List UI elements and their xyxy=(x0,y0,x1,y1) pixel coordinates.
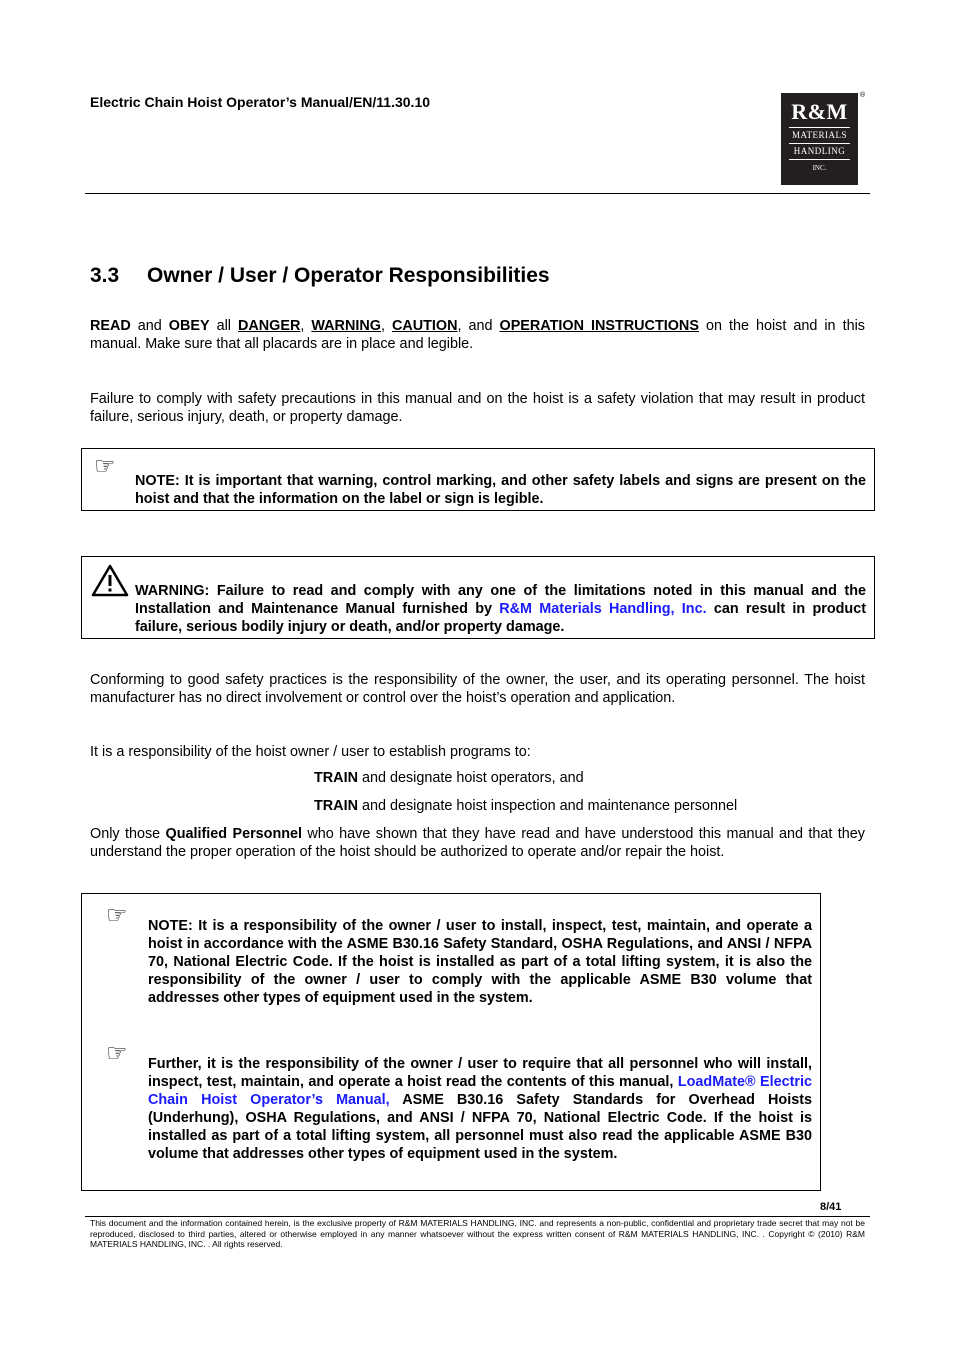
text-fragment: and designate hoist inspection and maintenance personnel xyxy=(357,798,738,814)
danger-keyword: DANGER xyxy=(238,318,301,334)
logo-materials-text: MATERIALS xyxy=(791,130,847,140)
text-fragment: Only those xyxy=(90,826,166,842)
text-fragment: , xyxy=(300,318,312,334)
section-number: 3.3 xyxy=(90,264,120,287)
pointing-hand-icon: ☞ xyxy=(106,902,128,929)
text-fragment: on the hoist and in this manual. Make sure that all placards are in place and legible. xyxy=(90,318,865,352)
logo-inc-text: INC. xyxy=(812,164,827,172)
responsibility-note-box xyxy=(81,893,821,1191)
pointing-hand-icon: ☞ xyxy=(94,453,116,480)
train-keyword: TRAIN xyxy=(314,798,358,814)
note-text: NOTE: It is a responsibility of the owner / user to install, inspect, test, maintain, and operate a hoist in accordance with the ASME B30.16 Safety Standard, OSHA Regulations, and ANSI / NFPA 70, National Electric Code. If the hoist is installed as part of a total lifting system, it is also the responsibility of the owner / user to comply with the applicable ASME B30 volume that addresses other types of equipment used in the system. xyxy=(148,918,812,1006)
section-heading xyxy=(90,264,550,288)
warning-text xyxy=(135,582,866,636)
text-fragment: WARNING: Failure to read and comply with any one of the limitations noted in this manual and the Installation and Maintenance Manual furnished by xyxy=(135,583,866,617)
logo-handling-text: HANDLING xyxy=(793,146,846,156)
text-fragment: and xyxy=(130,318,169,334)
text-fragment: , and xyxy=(457,318,500,334)
caution-keyword: CAUTION xyxy=(391,318,458,334)
warning-keyword: WARNING xyxy=(311,318,381,334)
footer-divider xyxy=(85,1216,870,1217)
operation-instructions-keyword: OPERATION INSTRUCTIONS xyxy=(499,318,699,334)
obey-keyword: OBEY xyxy=(168,318,210,334)
legal-footer: This document and the information contained herein, is the exclusive property of R&M MATERIALS HANDLING, INC. and represents a non-public, confidential and proprietary trade secret that may not be reproduced, disclosed to third parties, altered or otherwise employed in any manner whatsoever without the express written consent of R&M MATERIALS HANDLING, INC. . Copyright © (2010) R&M MATERIALS HANDLING, INC. . All rights reserved. xyxy=(90,1218,865,1249)
header-divider xyxy=(85,193,870,194)
section-title: Owner / User / Operator Responsibilities xyxy=(147,264,550,287)
text-fragment: and designate hoist operators, and xyxy=(357,770,584,786)
train-item xyxy=(314,770,584,786)
note-text: NOTE: It is important that warning, control marking, and other safety labels and signs are present on the hoist and that the information on the label or sign is legible. xyxy=(135,473,866,507)
logo-divider xyxy=(789,159,850,160)
safety-practices-paragraph: Conforming to good safety practices is the responsibility of the owner, the user, and its operating personnel. The hoist manufacturer has no direct involvement or control over the hoist’s operation and application. xyxy=(90,672,865,706)
company-name-link: R&M Materials Handling, Inc. xyxy=(499,601,707,617)
text-fragment: ASME B30.16 Safety Standards for Overhead Hoists (Underhung), OSHA Regulations, and ANSI / NFPA 70, National Electric Code. If the hoist is installed as part of a total lifting system, all personnel must also read the applicable ASME B30 volume that addresses other types of equipment used in the system. xyxy=(148,1092,812,1162)
read-keyword: READ xyxy=(90,318,131,334)
pointing-hand-icon: ☞ xyxy=(106,1040,128,1067)
failure-to-comply-paragraph: Failure to comply with safety precautions in this manual and on the hoist is a safety violation that may result in product failure, serious injury, death, or property damage. xyxy=(90,391,865,425)
programs-paragraph: It is a responsibility of the hoist owner / user to establish programs to: xyxy=(90,744,531,760)
document-header-title: Electric Chain Hoist Operator’s Manual/EN/11.30.10 xyxy=(90,94,431,110)
manual-title-link: LoadMate® Electric Chain Hoist Operator’s Manual, xyxy=(148,1074,812,1108)
logo-divider xyxy=(789,143,850,144)
train-keyword: TRAIN xyxy=(314,770,358,786)
text-fragment: can result in product failure, serious bodily injury or death, and/or property damage. xyxy=(135,601,867,635)
warning-box xyxy=(81,556,875,639)
qualified-personnel-keyword: Qualified Personnel xyxy=(165,826,303,842)
further-note-text xyxy=(148,1055,812,1163)
note-box xyxy=(81,448,875,511)
train-item xyxy=(314,798,737,814)
read-obey-paragraph xyxy=(90,317,865,353)
text-fragment: Further, it is the responsibility of the owner / user to require that all personnel who will install, inspect, test, maintain, and operate a hoist read the contents of this manual, xyxy=(148,1056,812,1090)
text-fragment: , xyxy=(380,318,392,334)
qualified-personnel-paragraph xyxy=(90,825,865,861)
text-fragment: all xyxy=(209,318,238,334)
registered-mark: ® xyxy=(860,92,866,99)
company-logo xyxy=(781,93,858,185)
text-fragment: who have shown that they have read and have understood this manual and that they understand the proper operation of the hoist should be authorized to operate and/or repair the hoist. xyxy=(90,826,865,860)
logo-rm-text: R&M xyxy=(791,99,848,124)
warning-triangle-icon xyxy=(90,563,130,599)
logo-divider xyxy=(789,127,850,128)
page-number: 8/41 xyxy=(820,1201,842,1213)
